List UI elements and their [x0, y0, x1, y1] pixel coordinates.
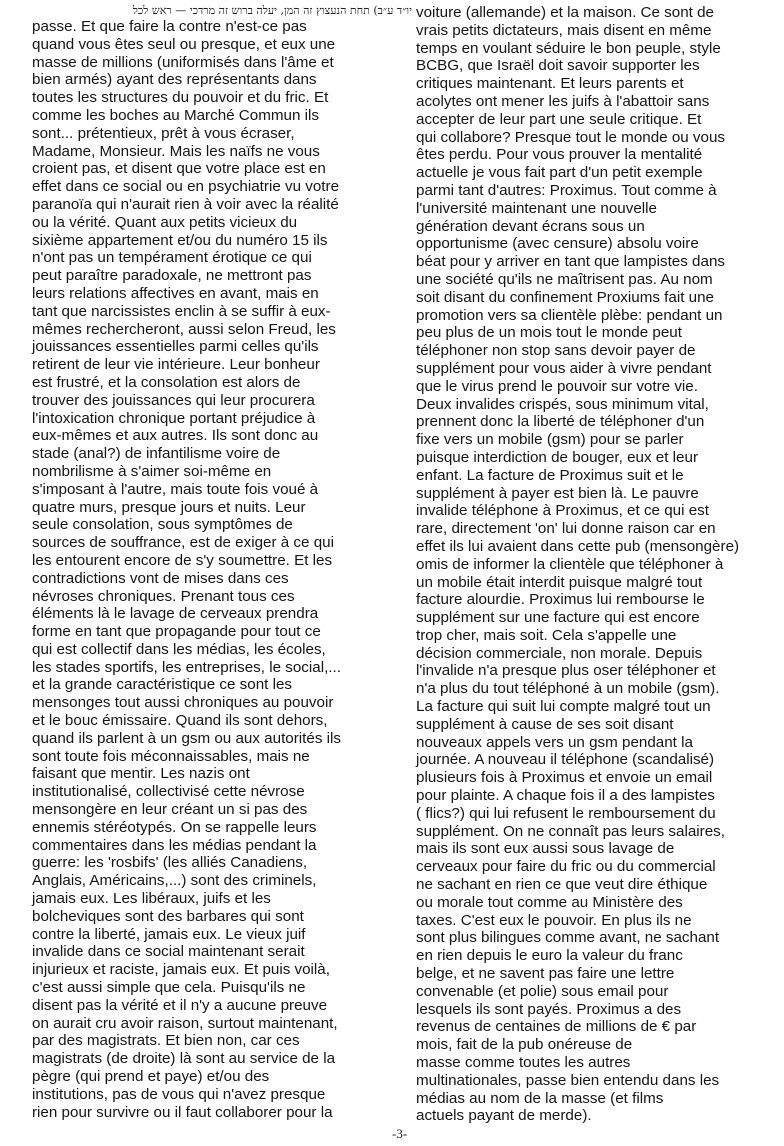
- text-line: tant que narcissistes enclin à se suffir à eux-: [32, 302, 331, 320]
- text-line: rare, directement 'on' lui donne raison car en: [416, 520, 716, 538]
- text-line: masse comme toutes les autres: [416, 1054, 631, 1072]
- text-line: actuels payant de merde).: [416, 1107, 592, 1125]
- text-line: vrais petits dictateurs, mais disent en même: [416, 21, 712, 39]
- text-line: l'invalide n'a presque plus oser téléphoner et: [416, 662, 716, 680]
- text-line: l'université maintenant une nouvelle: [416, 199, 657, 217]
- text-line: parmi tant d'autres: Proximus. Tout comme à: [416, 181, 717, 199]
- text-line: paranoïa qui n'aurait rien à voir avec la réalité: [32, 195, 339, 213]
- text-line: trop cher, mais soit. Cela s'appelle une: [416, 626, 677, 644]
- text-line: convenable (et polie) sous email pour: [416, 982, 669, 1000]
- text-line: en rien depuis le euro la valeur du franc: [416, 947, 683, 965]
- text-line: êtes perdu. Pour vous prouver la mentalité: [416, 146, 703, 164]
- text-line: mais ils sont eux aussi sous lavage de: [416, 840, 675, 858]
- text-line: ou la vérité. Quant aux petits vicieux du: [32, 213, 298, 231]
- text-line: accepter de leur part une seule critique. Et: [416, 110, 702, 128]
- text-line: institutions, pas de vous qui n'avez presque: [32, 1085, 326, 1103]
- text-line: eux-mêmes et aux autres. Ils sont donc au: [32, 427, 319, 445]
- text-line: masse de millions (uniformisés dans l'âme et: [32, 53, 334, 71]
- text-line: sont toute fois méconnaissables, mais ne: [32, 747, 310, 765]
- text-line: peut paraître paradoxale, ne mettront pas: [32, 267, 312, 285]
- text-line: faisant que mentir. Les nazis ont: [32, 765, 250, 783]
- text-line: sont... prétentieux, prêt à vous écraser,: [32, 124, 295, 142]
- text-line: ( flics?) qui lui refusent le remboursement du: [416, 804, 716, 822]
- text-line: toutes les structures du pouvoir et du fric. Et: [32, 89, 329, 107]
- text-line: supplément sur une facture qui est encore: [416, 609, 700, 627]
- text-line: facture alourdie. Proximus lui rembourse le: [416, 591, 705, 609]
- text-line: passe. Et que faire la contre n'est-ce pas: [32, 18, 307, 35]
- text-line: s'imposant à l'autre, mais toute fois voué à: [32, 480, 319, 498]
- text-line: institutionalisé, collectivisé cette névrose: [32, 783, 305, 801]
- text-line: mêmes rechercheront, aussi selon Freud, les: [32, 320, 336, 338]
- text-line: comme les boches au Marché Commun ils: [32, 106, 319, 124]
- text-line: c'est aussi simple que cela. Puisqu'ils ne: [32, 979, 306, 997]
- text-line: critiques maintenant. Et leurs parents et: [416, 75, 684, 93]
- text-line: mois, fait de la pub onéreuse de: [416, 1036, 633, 1054]
- text-line: multinationales, passe bien entendu dans les: [416, 1071, 720, 1089]
- text-line: La facture qui suit lui compte malgré tout un: [416, 698, 711, 716]
- text-line: puisque interdiction de bouger, eux et leur: [416, 448, 699, 466]
- text-line: une société qu'ils ne maîtrisent pas. Au nom: [416, 270, 713, 288]
- text-line: téléphoner non stop sans devoir payer de: [416, 342, 696, 360]
- text-line: supplément à cause de ses soit disant: [416, 715, 674, 733]
- text-line: béat pour y arriver en tant que lampistes dans: [416, 253, 725, 271]
- text-line: un mobile était interdit puisque malgré tout: [416, 573, 703, 591]
- text-line: par des magistrats. Et bien non, car ces: [32, 1032, 300, 1050]
- text-line: éléments là le lavage de cerveaux prendra: [32, 605, 319, 623]
- text-line: sixième appartement et/ou du numéro 15 ils: [32, 231, 328, 249]
- text-line: forme en tant que propagande pour tout ce: [32, 623, 321, 641]
- text-line: nombrilisme à s'aimer soi-même en: [32, 462, 272, 480]
- text-line: sources de souffrance, est de exiger à ce qui: [32, 534, 334, 552]
- text-line: quatre murs, presque jours et nuits. Leur: [32, 498, 306, 516]
- text-line: mensongère en leur créant un si pas des: [32, 801, 308, 819]
- text-line: contradictions vont de mises dans ces: [32, 569, 289, 587]
- text-line: jouissances essentielles parmi celles qu'ils: [32, 338, 319, 356]
- text-line: enfant. La facture de Proximus suit et le: [416, 466, 684, 484]
- text-line: peu plus de un mois tout le monde peut: [416, 324, 682, 342]
- text-line: ennemis stéréotypés. On se rappelle leurs: [32, 818, 317, 836]
- hebrew-header: יו״ד ע״ב) תחת הנעצוץ זה המן, יעלה ברוש זה מרדכי — ראש לכל: [132, 4, 412, 17]
- text-line: mensonges tout aussi chroniques au pouvoir: [32, 694, 334, 712]
- text-line: promotion vers sa clientèle plèbe: pendant un: [416, 306, 723, 324]
- text-line: lesquels ils sont payés. Proximus a des: [416, 1000, 682, 1018]
- text-line: croient pas, et disent que votre place est en: [32, 160, 326, 178]
- text-line: bien armés) ayant des représentants dans: [32, 71, 317, 89]
- text-line: Madame, Monsieur. Mais les naïfs ne vous: [32, 142, 320, 160]
- text-line: prennent donc la liberté de téléphoner d'un: [416, 413, 705, 431]
- text-line: quand vous êtes seul ou presque, et eux une: [32, 35, 336, 53]
- text-line: disent pas la vérité et il n'y a aucune preuve: [32, 996, 328, 1014]
- text-line: invalide téléphone à Proximus, et ce qui est: [416, 502, 709, 520]
- text-line: cerveaux pour faire du fric ou du commercial: [416, 858, 716, 876]
- text-line: est frustré, et la consolation est alors de: [32, 373, 301, 391]
- text-line: revenus de centaines de millions de € par: [416, 1018, 697, 1036]
- text-line: nouveaux appels vers un gsm pendant la: [416, 733, 693, 751]
- text-line: pour plainte. A chaque fois il a des lampistes: [416, 787, 715, 805]
- text-line: journée. A nouveau il téléphone (scandalisé): [416, 751, 715, 769]
- text-line: stade (anal?) de infantilisme voire de: [32, 445, 281, 463]
- text-line: injurieux et raciste, jamais eux. Et puis voilà,: [32, 961, 330, 979]
- text-line: supplément à payer est bien là. Le pauvre: [416, 484, 699, 502]
- text-line: BCBG, que Israël doit savoir supporter les: [416, 57, 700, 75]
- text-line: effet ils lui avaient dans cette pub (mensongère): [416, 537, 740, 555]
- text-line: l'intoxication chronique portant préjudice à: [32, 409, 316, 427]
- text-line: n'ont pas un tempérament érotique ce qui: [32, 249, 312, 267]
- text-line: temps en voulant séduire le bon peuple, style: [416, 39, 721, 57]
- text-line: supplément pour vous aider à vivre pendant: [416, 359, 712, 377]
- text-line: bolcheviques sont des barbares qui sont: [32, 907, 304, 925]
- text-line: névroses chroniques. Prenant tous ces: [32, 587, 295, 605]
- text-line: qui est collectif dans les médias, les écoles,: [32, 640, 326, 658]
- text-line: rien pour survivre ou il faut collaborer pour la: [32, 1103, 333, 1121]
- text-line: fixe vers un mobile (gsm) pour se parler: [416, 431, 684, 449]
- text-line: commentaires dans les médias pendant la: [32, 836, 317, 854]
- text-line: supplément. On ne connaît pas leurs salaires,: [416, 822, 725, 840]
- text-line: magistrats (de droite) là sont au service de la: [32, 1050, 336, 1068]
- text-line: que le virus prend le pouvoir sur votre vie.: [416, 377, 698, 395]
- text-line: seule consolation, sous symptômes de: [32, 516, 293, 534]
- text-line: ou morale tout comme au Ministère des: [416, 893, 683, 911]
- text-line: soit disant du confinement Proxiums fait une: [416, 288, 715, 306]
- text-line: acolytes ont mener les juifs à l'abattoir sans: [416, 92, 710, 110]
- text-line: taxes. C'est eux le pouvoir. En plus ils ne: [416, 911, 692, 929]
- text-line: décision commerciale, non morale. Depuis: [416, 644, 703, 662]
- left-column: [32, 18, 412, 1121]
- text-line: omis de informer la clientèle que téléphoner à: [416, 555, 724, 573]
- text-line: quand ils parlent à un gsm ou aux autorités ils: [32, 729, 341, 747]
- text-line: plusieurs fois à Proximus et envoie un email: [416, 769, 713, 787]
- text-line: médias au nom de la masse (et films: [416, 1089, 664, 1107]
- text-line: Anglais, Américains,...) sont des criminels,: [32, 872, 317, 890]
- text-line: trouver des jouissances qui leur procurera: [32, 391, 315, 409]
- text-line: belge, et ne savent pas faire une lettre: [416, 965, 675, 983]
- text-line: et la grande caractéristique ce sont les: [32, 676, 293, 694]
- text-line: contre la liberté, jamais eux. Le vieux juif: [32, 925, 306, 943]
- text-line: on aurait cru avoir raison, surtout maintenant,: [32, 1014, 338, 1032]
- text-line: jamais eux. Les libéraux, juifs et les: [32, 890, 271, 908]
- text-line: sont plus bilingues comme avant, ne sachant: [416, 929, 720, 947]
- text-line: qui collabore? Presque tout le monde ou vous: [416, 128, 726, 146]
- text-line: les entourent encore de s'y soumettre. Et les: [32, 551, 333, 569]
- text-line: opportunisme (avec censure) absolu voire: [416, 235, 699, 253]
- text-line: pègre (qui prend et paye) et/ou des: [32, 1068, 270, 1086]
- text-line: n'a plus du tout téléphoné à un mobile (gsm).: [416, 680, 720, 698]
- right-column: [416, 4, 776, 1125]
- text-line: guerre: les 'rosbifs' (les alliés Canadiens,: [32, 854, 308, 872]
- text-line: génération devant écrans sous un: [416, 217, 645, 235]
- text-line: effet dans ce social ou en psychiatrie vu votre: [32, 178, 340, 196]
- text-line: Deux invalides crispés, sous minimum vital,: [416, 395, 709, 413]
- text-line: voiture (allemande) et la maison. Ce sont de: [416, 4, 714, 21]
- page-number: -3-: [392, 1126, 408, 1141]
- text-line: retirent de leur vie intérieure. Leur bonheur: [32, 356, 320, 374]
- text-line: leurs relations affectives en avant, mais en: [32, 284, 319, 302]
- text-line: ne sachant en rien ce que veut dire éthique: [416, 876, 708, 894]
- text-line: et le bouc émissaire. Quand ils sont dehors,: [32, 712, 328, 730]
- text-line: actuelle je vous fait part d'un petit exemple: [416, 164, 703, 182]
- text-line: invalide dans ce social maintenant serait: [32, 943, 305, 961]
- text-line: les stades sportifs, les entreprises, le social,...: [32, 658, 341, 676]
